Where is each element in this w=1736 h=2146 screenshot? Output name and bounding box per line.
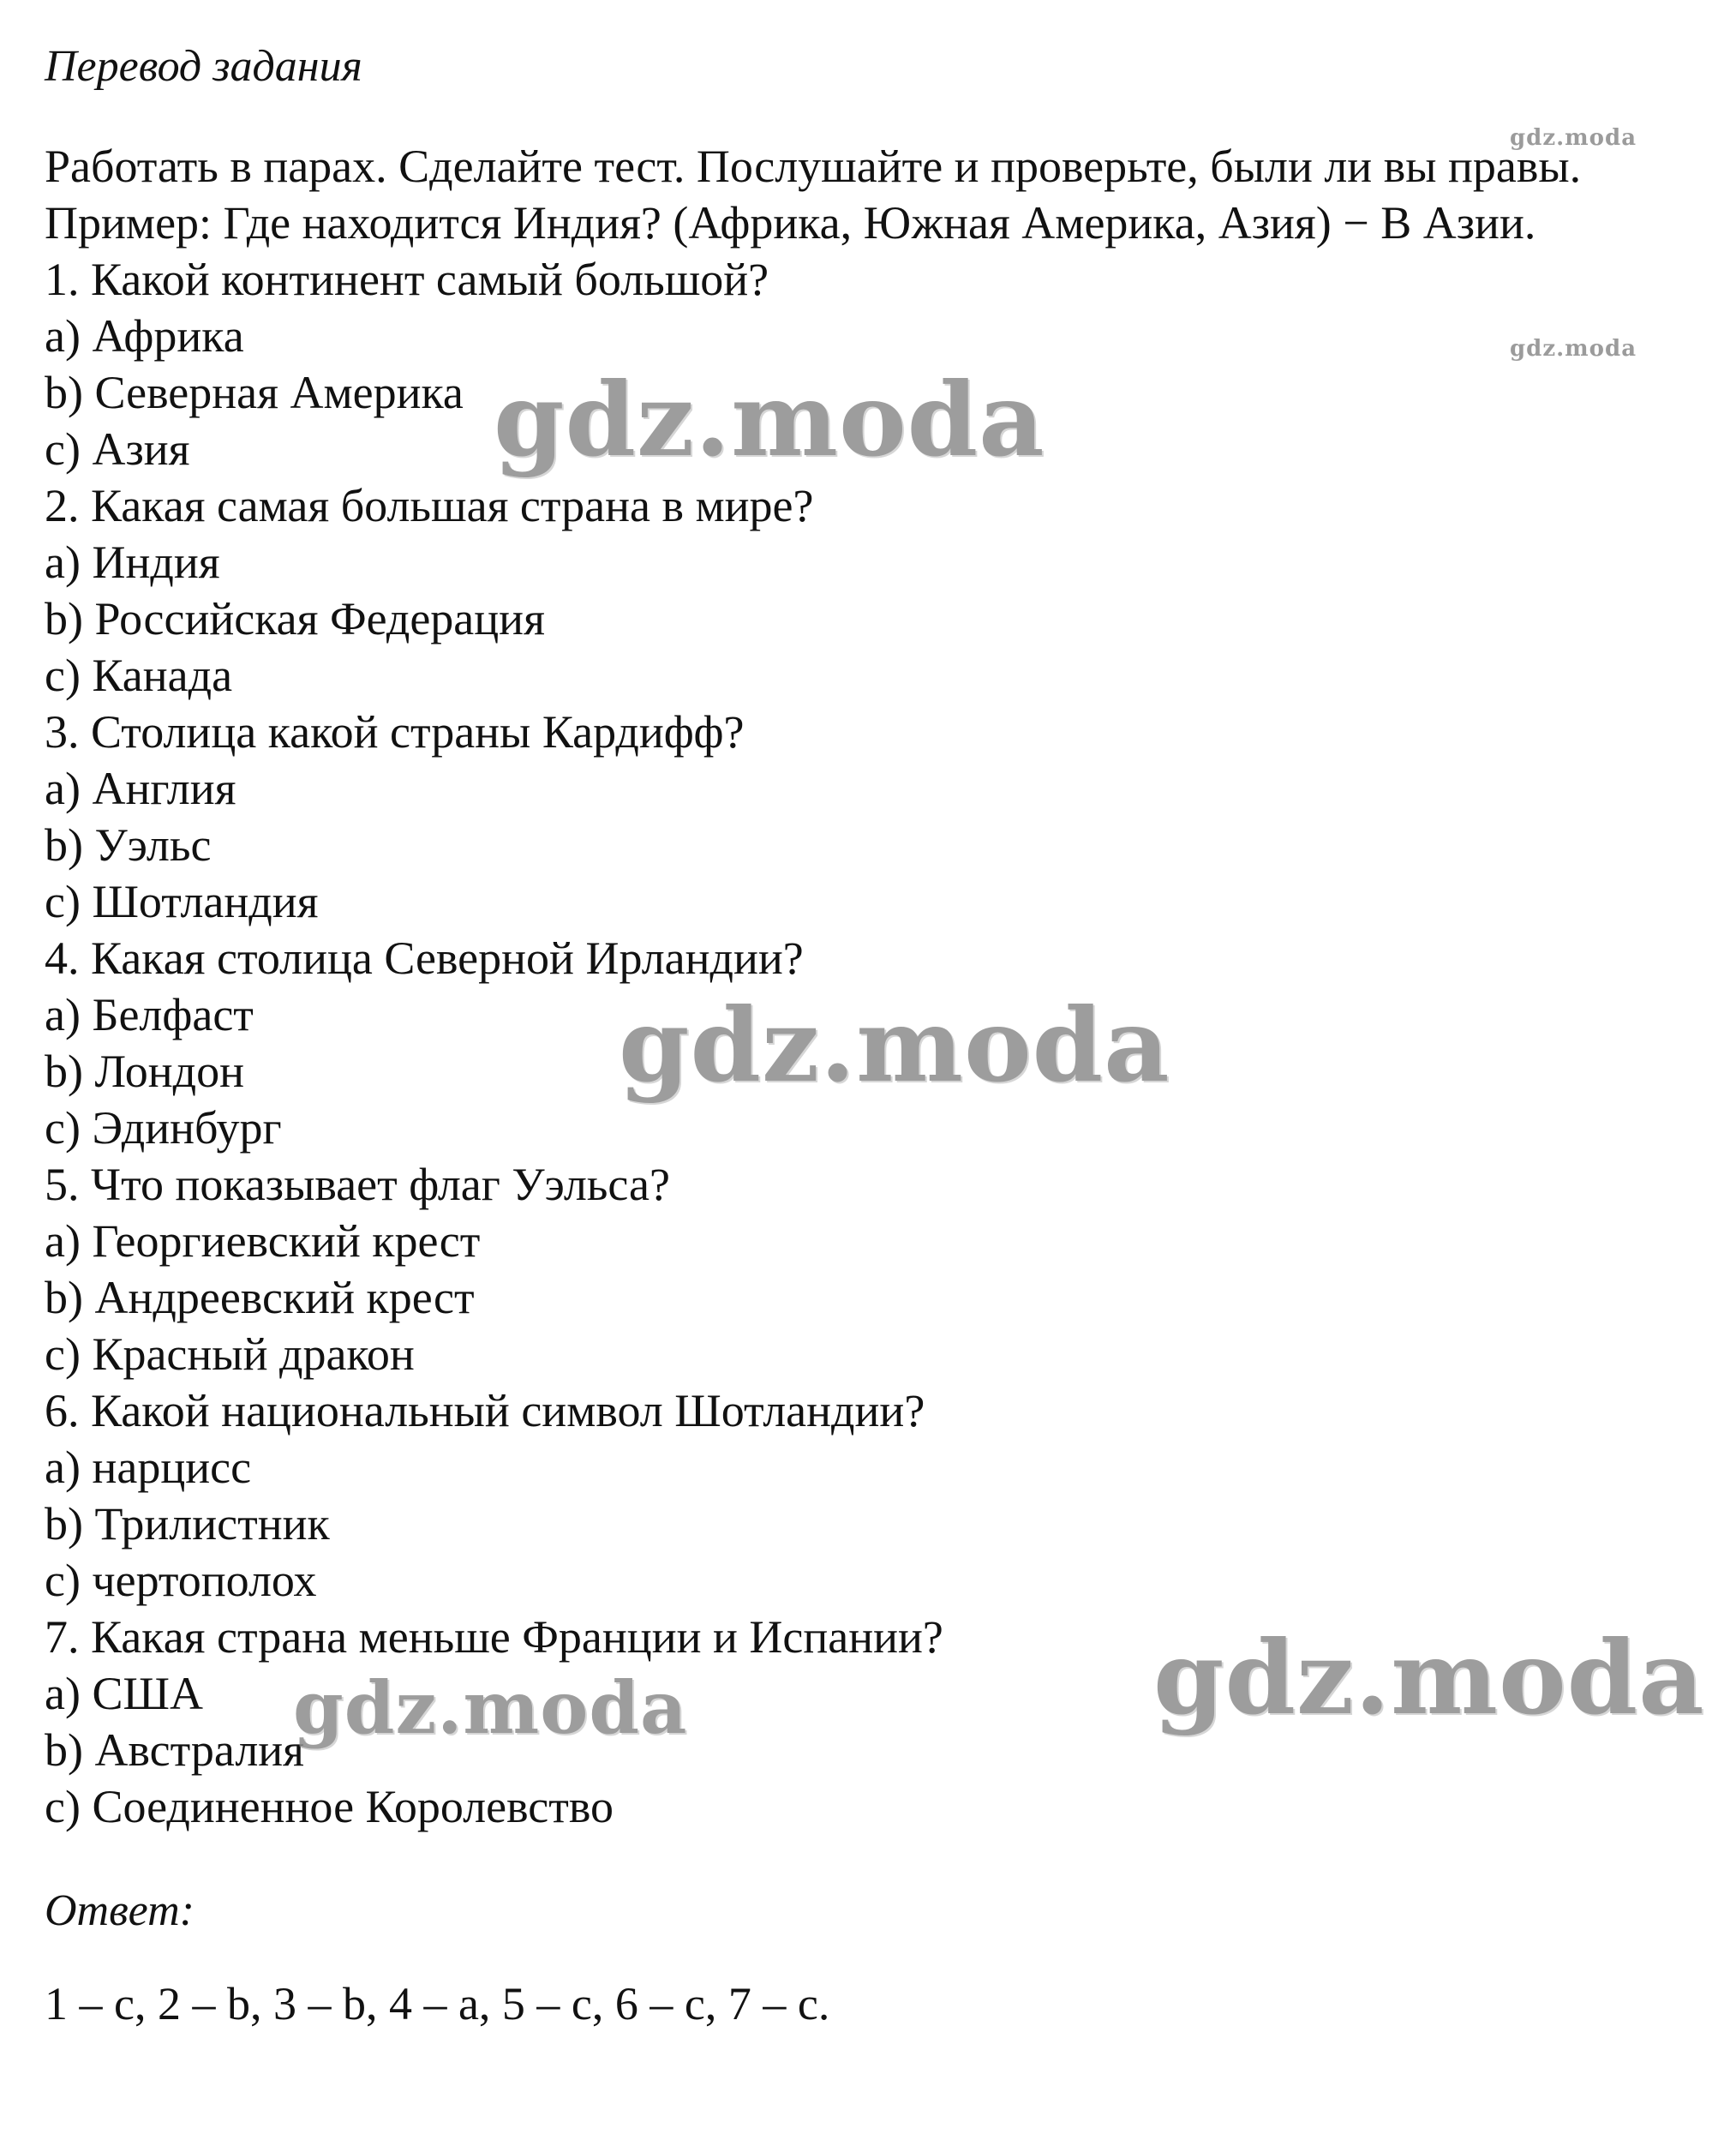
question-2-option-c: c) Канада bbox=[45, 650, 233, 701]
answer-text: 1 – c, 2 – b, 3 – b, 4 – a, 5 – c, 6 – c, 7 – c. bbox=[45, 1978, 830, 2029]
question-6-option-b: b) Трилистник bbox=[45, 1498, 330, 1550]
question-3-option-b: b) Уэльс bbox=[45, 819, 212, 871]
question-5-option-c: c) Красный дракон bbox=[45, 1328, 415, 1380]
watermark-large-upper: gdz.moda bbox=[494, 360, 1045, 479]
question-4-option-a: a) Белфаст bbox=[45, 989, 254, 1040]
question-4-option-b: b) Лондон bbox=[45, 1046, 245, 1097]
task-example: Пример: Где находится Индия? (Африка, Южная Америка, Азия) − В Азии. bbox=[45, 197, 1536, 249]
task-instruction: Работать в парах. Сделайте тест. Послушайте и проверьте, были ли вы правы. bbox=[45, 141, 1582, 192]
question-7: 7. Какая страна меньше Франции и Испании? bbox=[45, 1611, 943, 1663]
question-5-option-a: a) Георгиевский крест bbox=[45, 1215, 481, 1267]
question-2-option-b: b) Российская Федерация bbox=[45, 593, 545, 644]
watermark-medium-left: gdz.moda bbox=[293, 1665, 688, 1750]
question-5-option-b: b) Андреевский крест bbox=[45, 1272, 475, 1323]
question-1-option-b: b) Северная Америка bbox=[45, 367, 464, 418]
question-7-option-a: a) США bbox=[45, 1668, 203, 1719]
watermark-small-top: gdz.moda bbox=[1510, 125, 1637, 151]
question-1-option-a: a) Африка bbox=[45, 310, 244, 362]
watermark-large-right: gdz.moda bbox=[1153, 1618, 1705, 1737]
question-4-option-c: c) Эдинбург bbox=[45, 1102, 282, 1154]
translation-heading: Перевод задания bbox=[45, 42, 362, 91]
question-2: 2. Какая самая большая страна в мире? bbox=[45, 480, 814, 531]
question-2-option-a: a) Индия bbox=[45, 536, 220, 588]
answer-label: Ответ: bbox=[45, 1886, 195, 1935]
question-3-option-c: c) Шотландия bbox=[45, 876, 319, 927]
question-7-option-c: c) Соединенное Королевство bbox=[45, 1781, 614, 1832]
question-1-option-c: c) Азия bbox=[45, 423, 190, 475]
question-6-option-c: c) чертополох bbox=[45, 1555, 317, 1606]
question-1: 1. Какой континент самый большой? bbox=[45, 254, 769, 305]
question-6-option-a: a) нарцисс bbox=[45, 1442, 252, 1493]
question-7-option-b: b) Австралия bbox=[45, 1724, 305, 1776]
question-3: 3. Столица какой страны Кардифф? bbox=[45, 706, 745, 758]
question-4: 4. Какая столица Северной Ирландии? bbox=[45, 932, 804, 984]
question-3-option-a: a) Англия bbox=[45, 763, 236, 814]
question-6: 6. Какой национальный символ Шотландии? bbox=[45, 1385, 925, 1436]
question-5: 5. Что показывает флаг Уэльса? bbox=[45, 1159, 670, 1210]
watermark-large-middle: gdz.moda bbox=[619, 986, 1170, 1105]
watermark-small-right: gdz.moda bbox=[1510, 336, 1637, 362]
